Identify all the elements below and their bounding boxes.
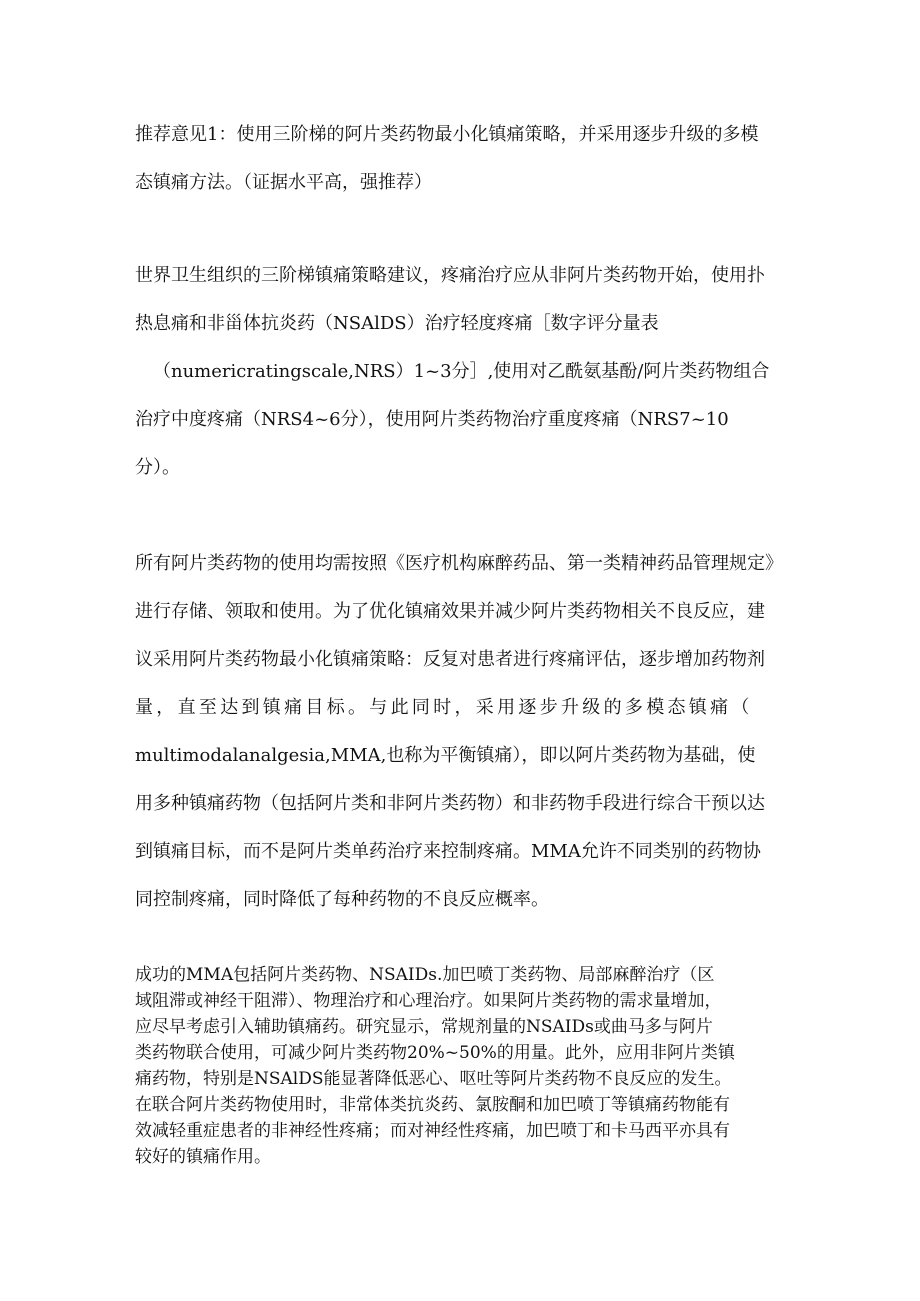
text-line: multimodalanalgesia,MMA,也称为平衡镇痛），即以阿片类药物为基础，使 — [135, 745, 756, 766]
text-line: 同控制疼痛，同时降低了每种药物的不良反应概率。 — [135, 889, 549, 910]
text-line: 在联合阿片类药物使用时，非常体类抗炎药、氯胺酮和加巴喷丁等镇痛药物能有 — [135, 1095, 730, 1115]
text-line: 域阻滞或神经干阻滞）、物理治疗和心理治疗。如果阿片类药物的需求量增加， — [135, 991, 722, 1011]
opioid-management-paragraph — [135, 545, 795, 929]
text-line: （numericratingscale,NRS）1~3分］,使用对乙酰氨基酚/阿片类药物组合 — [153, 361, 770, 382]
recommendation-paragraph — [135, 118, 795, 214]
text-line: 量，直至达到镇痛目标。与此同时，采用逐步升级的多模态镇痛（ — [135, 697, 753, 718]
text-line: 痛药物，特别是NSAlDS能显著降低恶心、呕吐等阿片类药物不良反应的发生。 — [135, 1069, 732, 1089]
text-line: 所有阿片类药物的使用均需按照《医疗机构麻醉药品、第一类精神药品管理规定》 — [135, 553, 783, 574]
text-line: 效减轻重症患者的非神经性疼痛；而对神经性疼痛，加巴喷丁和卡马西平亦具有 — [135, 1121, 730, 1141]
text-line: 进行存储、领取和使用。为了优化镇痛效果并减少阿片类药物相关不良反应，建 — [135, 601, 765, 622]
text-line: 类药物联合使用，可减少阿片类药物20%~50%的用量。此外，应用非阿片类镇 — [135, 1043, 735, 1063]
text-line: 成功的MMA包括阿片类药物、NSAIDs.加巴喷丁类药物、局部麻醉治疗（区 — [135, 965, 715, 985]
mma-components-paragraph — [135, 962, 795, 1170]
text-line: 应尽早考虑引入辅助镇痛药。研究显示，常规剂量的NSAIDs或曲马多与阿片 — [135, 1017, 713, 1037]
text-line: 热息痛和非甾体抗炎药（NSAlDS）治疗轻度疼痛［数字评分量表 — [135, 313, 659, 334]
text-line: 态镇痛方法。（证据水平高，强推荐） — [135, 172, 432, 193]
text-line: 议采用阿片类药物最小化镇痛策略：反复对患者进行疼痛评估，逐步增加药物剂 — [135, 649, 765, 670]
who-ladder-paragraph — [135, 258, 795, 498]
text-line: 推荐意见1：使用三阶梯的阿片类药物最小化镇痛策略，并采用逐步升级的多模 — [135, 124, 759, 145]
text-line: 较好的镇痛作用。 — [135, 1147, 271, 1167]
text-line: 分）。 — [135, 457, 180, 478]
text-line: 世界卫生组织的三阶梯镇痛策略建议，疼痛治疗应从非阿片类药物开始，使用扑 — [135, 265, 765, 286]
text-line: 用多种镇痛药物（包括阿片类和非阿片类药物）和非药物手段进行综合干预以达 — [135, 793, 765, 814]
text-line: 到镇痛目标，而不是阿片类单药治疗来控制疼痛。MMA允许不同类别的药物协 — [135, 841, 761, 862]
text-line: 治疗中度疼痛（NRS4~6分），使用阿片类药物治疗重度疼痛（NRS7~10 — [135, 409, 729, 430]
